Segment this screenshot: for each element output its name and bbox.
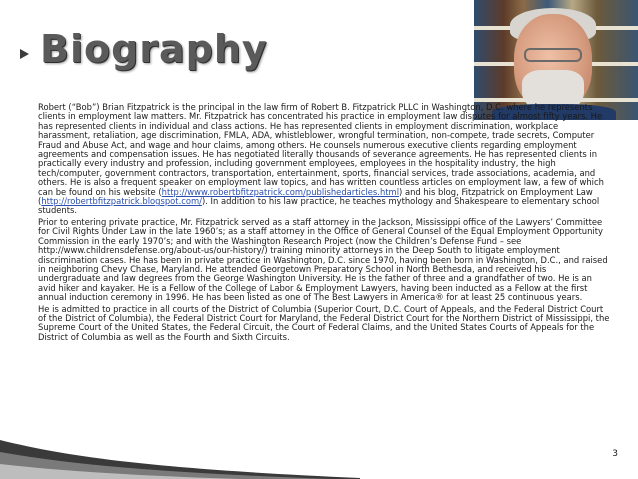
biography-text <box>38 103 610 344</box>
triangle-bullet-icon <box>20 49 29 59</box>
bio-paragraph-2: Prior to entering private practice, Mr. Fitzpatrick served as a staff attorney in the Jackson, Mississippi office of the Lawyers’ Committee for Civil Rights Under Law in the late 1960’s; as a staff attorney in the Office of General Counsel of the Equal Employment Opportunity Commission in the early 1970’s; and with the Washington Research Project (now the Children’s Defense Fund – see http://www.childrensdefense.org/about-us/our-history/) training minority attorneys in the Deep South to litigate employment discrimination cases. He has been in private practice in Washington, D.C. since 1970, having been born in Washington, D.C., and raised in neighboring Chevy Chase, Maryland. He attended Georgetown Preparatory School in North Bethesda, and received his undergraduate and law degrees from the George Washington University. He is the father of three and a grandfather of two. He is an avid hiker and kayaker. He is a Fellow of the College of Labor & Employment Lawyers, having been inducted as a Fellow at the first annual induction ceremony in 1996. He has been listed as one of The Best Lawyers in America® for at least 25 continuous years. <box>38 216 608 303</box>
bio-paragraph-3: He is admitted to practice in all courts of the District of Columbia (Superior Court, D.C. Court of Appeals, and the Federal District Court of the District of Columbia), the Federal District Court for Maryland, the Federal District Court for the Northern District of Mississippi, the Supreme Court of the United States, the Federal Circuit, the Court of Federal Claims, and the United States Courts of Appeals for the District of Columbia as well as the Fourth and Sixth Circuits. <box>38 303 610 342</box>
decorative-swoosh <box>0 400 360 479</box>
slide-title: Biography <box>40 27 268 71</box>
bio-paragraph-1: Robert (“Bob”) Brian Fitzpatrick is the principal in the law firm of Robert B. Fitzpatrick PLLC in Washington, D.C. where he represents clients in employment law matters. Mr. Fitzpatrick has concentrated his practice in employment law disputes for almost fifty years. He has represented clients in individual and class actions. He has represented clients in employment discrimination, workplace harassment, retaliation, age discrimination, FMLA, ADA, whistleblower, wrongful termination, non-compete, trade secrets, Computer Fraud and Abuse Act, and wage and hour claims, among others. He counsels numerous executive clients regarding employment agreements and compensation issues. He has negotiated literally thousands of severance agreements. He has represented clients in practically every industry and profession, including government employees, employees in the hospitality industry, the high tech/computer, government contractors, transportation, entertainment, sports, financial services, trade associations, academia, and others. He is also a frequent speaker on employment law topics, and has written countless articles on employment law, a few of which can be found on his website (http://www.robertbfitzpatrick.com/publishedarticles.html) and his blog, Fitzpatrick on Employment Law (http://robertbfitzpatrick.blogspot.com/). In addition to his law practice, he teaches mythology and Shakespeare to elementary school students. <box>38 102 604 216</box>
website-link[interactable]: http://www.robertbfitzpatrick.com/publishedarticles.html <box>161 186 400 197</box>
page-number: 3 <box>612 449 618 459</box>
blog-link[interactable]: http://robertbfitzpatrick.blogspot.com/ <box>41 196 202 207</box>
